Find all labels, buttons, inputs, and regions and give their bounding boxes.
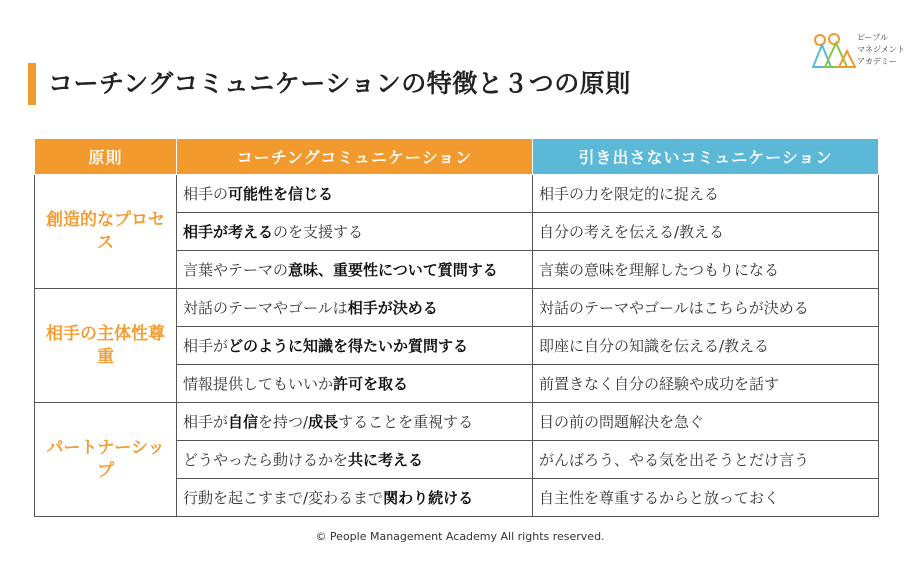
cell-text: 相手が [183,413,229,431]
emphasis-text: 許可を取る [333,375,409,393]
coaching-cell [177,479,533,517]
coaching-cell [177,289,533,327]
coaching-cell [177,327,533,365]
coaching-cell [177,213,533,251]
coaching-cell [177,403,533,441]
cell-text: 相手の [183,185,229,203]
non-eliciting-cell: 言葉の意味を理解したつもりになる [533,251,879,289]
title-accent-bar [28,63,36,105]
emphasis-text: 意味、重要性について質問する [288,261,498,279]
non-eliciting-cell: 対話のテーマやゴールはこちらが決める [533,289,879,327]
emphasis-text: 自信 [228,413,259,431]
table-header-row [35,139,879,175]
cell-text: 情報提供してもいいか [183,375,334,393]
cell-text: 言葉やテーマの [183,261,289,279]
header-non-eliciting-communication: 引き出さないコミュニケーション [533,139,879,175]
principle-cell: 創造的なプロセス [35,175,177,289]
non-eliciting-cell: 相手の力を限定的に捉える [533,175,879,213]
header-principle: 原則 [35,139,177,175]
principle-cell: 相手の主体性尊重 [35,289,177,403]
emphasis-text: 共に考える [348,451,424,469]
cell-text: 対話のテーマやゴールは [183,299,348,317]
coaching-cell [177,441,533,479]
table-row [35,175,879,213]
logo-line-1: ピープル [857,33,888,42]
emphasis-text: 成長 [308,413,339,431]
cell-text: 行動を起こすまで/変わるまで [183,489,384,507]
non-eliciting-cell: 自主性を尊重するからと放っておく [533,479,879,517]
principles-table [34,138,879,517]
non-eliciting-cell: 自分の考えを伝える/教える [533,213,879,251]
cell-text: することを重視する [338,413,474,431]
table-row [35,289,879,327]
coaching-cell [177,175,533,213]
logo-line-2: マネジメント [857,45,905,54]
coaching-cell [177,365,533,403]
table-body [35,175,879,517]
cell-text: 相手が [183,337,229,355]
page-title: コーチングコミュニケーションの特徴と３つの原則 [48,69,631,98]
cell-text: のを支援する [273,223,364,241]
emphasis-text: 可能性を信じる [228,185,334,203]
emphasis-text: 相手が考える [183,223,274,241]
emphasis-text: 相手が決める [347,299,438,317]
cell-text: どうやったら動けるかを [183,451,349,469]
principle-cell: パートナーシップ [35,403,177,517]
cell-text: を持つ/ [258,413,309,431]
emphasis-text: 関わり続ける [383,489,474,507]
table-row [35,403,879,441]
non-eliciting-cell: 即座に自分の知識を伝える/教える [533,327,879,365]
emphasis-text: どのように知識を得たいか質問する [228,337,469,355]
coaching-cell [177,251,533,289]
non-eliciting-cell: 前置きなく自分の経験や成功を話す [533,365,879,403]
header-coaching-communication: コーチングコミュニケーション [177,139,533,175]
non-eliciting-cell: 目の前の問題解決を急ぐ [533,403,879,441]
non-eliciting-cell: がんばろう、やる気を出そうとだけ言う [533,441,879,479]
logo-text [857,32,905,68]
logo-mountains-icon [812,31,856,69]
copyright-footer: © People Management Academy All rights reserved. [315,530,605,543]
logo-line-3: アカデミー [857,57,897,66]
logo [812,31,912,71]
